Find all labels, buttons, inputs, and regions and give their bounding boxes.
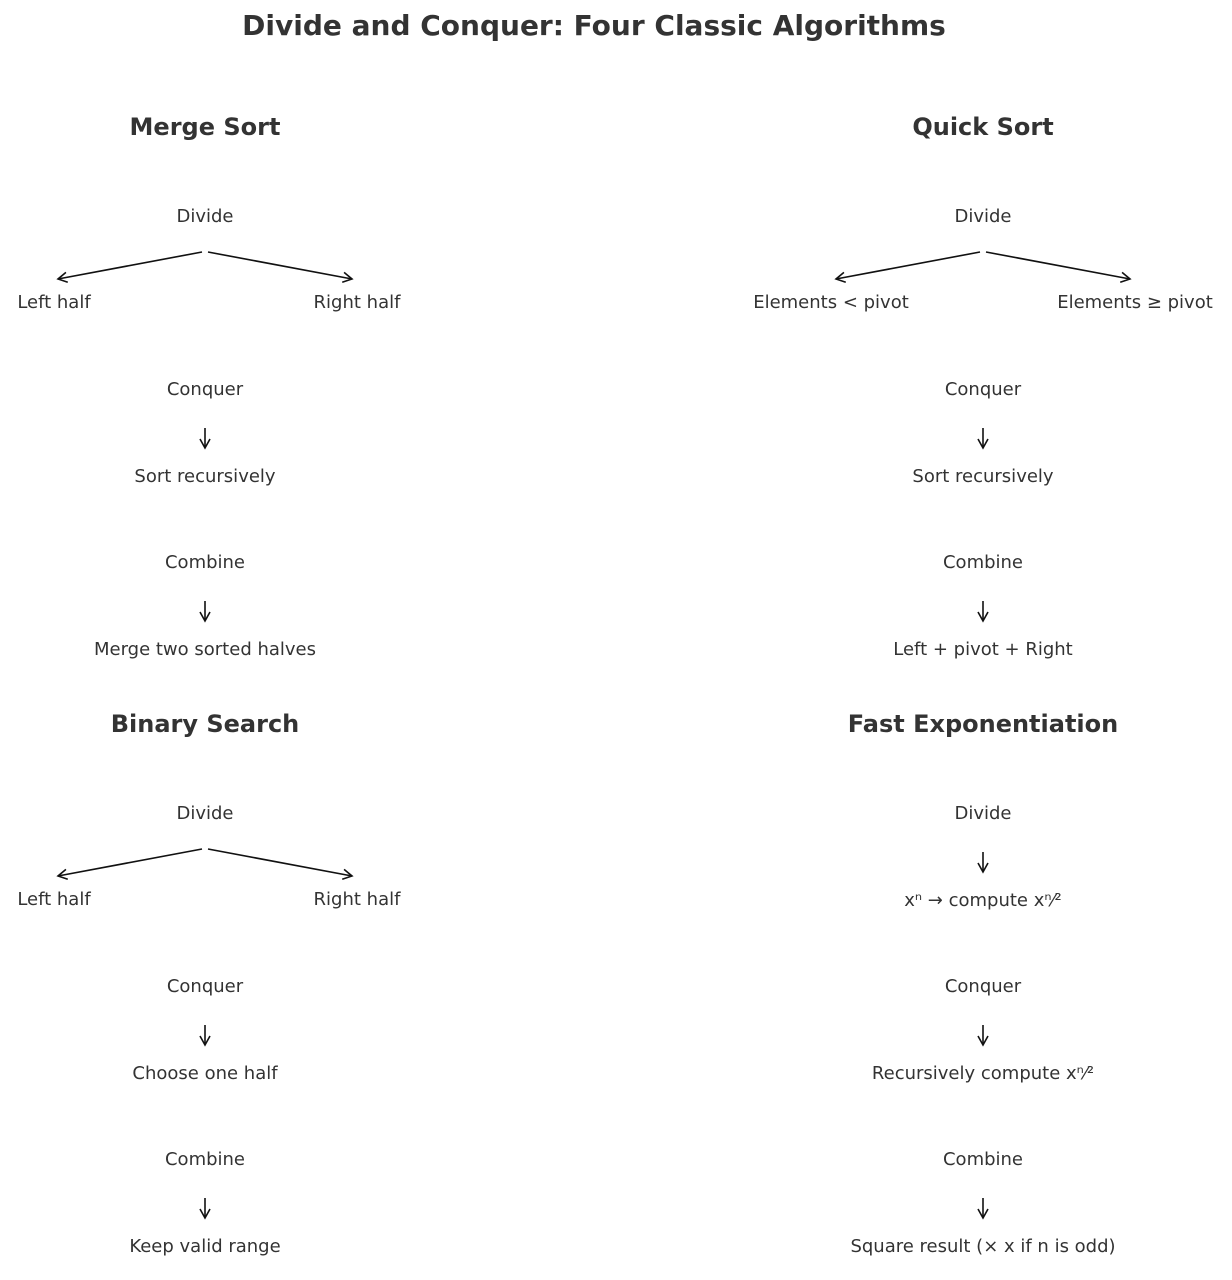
combine-label: Combine (164, 1149, 246, 1170)
combine-text: Merge two sorted halves (93, 639, 317, 660)
panel-title: Merge Sort (129, 113, 281, 141)
diagram-title: Divide and Conquer: Four Classic Algorithms (242, 9, 946, 42)
divide-label: Divide (954, 206, 1012, 227)
conquer-text: Sort recursively (912, 466, 1054, 487)
panel-title: Fast Exponentiation (847, 710, 1119, 738)
divide-branch-left: Elements < pivot (753, 292, 909, 313)
combine-label: Combine (942, 552, 1024, 573)
divide-label: Divide (176, 803, 234, 824)
divide-left-arrow (836, 252, 980, 279)
panel-fast-exponentiation (848, 710, 1118, 1257)
combine-label: Combine (942, 1149, 1024, 1170)
divide-branch-left: Left half (17, 889, 91, 910)
conquer-text: Recursively compute xⁿ⁄² (871, 1063, 1095, 1084)
divide-label: Divide (176, 206, 234, 227)
panel-quick-sort (753, 113, 1213, 660)
conquer-text: Choose one half (132, 1063, 278, 1084)
divide-right-arrow (986, 252, 1130, 279)
divide-left-arrow (58, 252, 202, 279)
conquer-label: Conquer (166, 976, 244, 997)
conquer-text: Sort recursively (134, 466, 276, 487)
divide-branch-right: Right half (313, 292, 401, 313)
combine-text: Keep valid range (129, 1236, 281, 1257)
conquer-label: Conquer (944, 976, 1022, 997)
divide-branch-right: Right half (313, 889, 401, 910)
panel-binary-search (17, 710, 401, 1257)
divide-branch-left: Left half (17, 292, 91, 313)
divide-right-arrow (208, 252, 352, 279)
divide-left-arrow (58, 849, 202, 876)
combine-text: Left + pivot + Right (893, 639, 1073, 660)
conquer-label: Conquer (166, 379, 244, 400)
combine-text: Square result (× x if n is odd) (850, 1236, 1116, 1257)
conquer-label: Conquer (944, 379, 1022, 400)
combine-label: Combine (164, 552, 246, 573)
panel-title: Binary Search (110, 710, 300, 738)
divide-label: Divide (954, 803, 1012, 824)
divide-text: xⁿ → compute xⁿ⁄² (904, 890, 1062, 911)
panel-title: Quick Sort (912, 113, 1054, 141)
panel-merge-sort (17, 113, 401, 660)
divide-right-arrow (208, 849, 352, 876)
divide-branch-right: Elements ≥ pivot (1057, 292, 1213, 313)
